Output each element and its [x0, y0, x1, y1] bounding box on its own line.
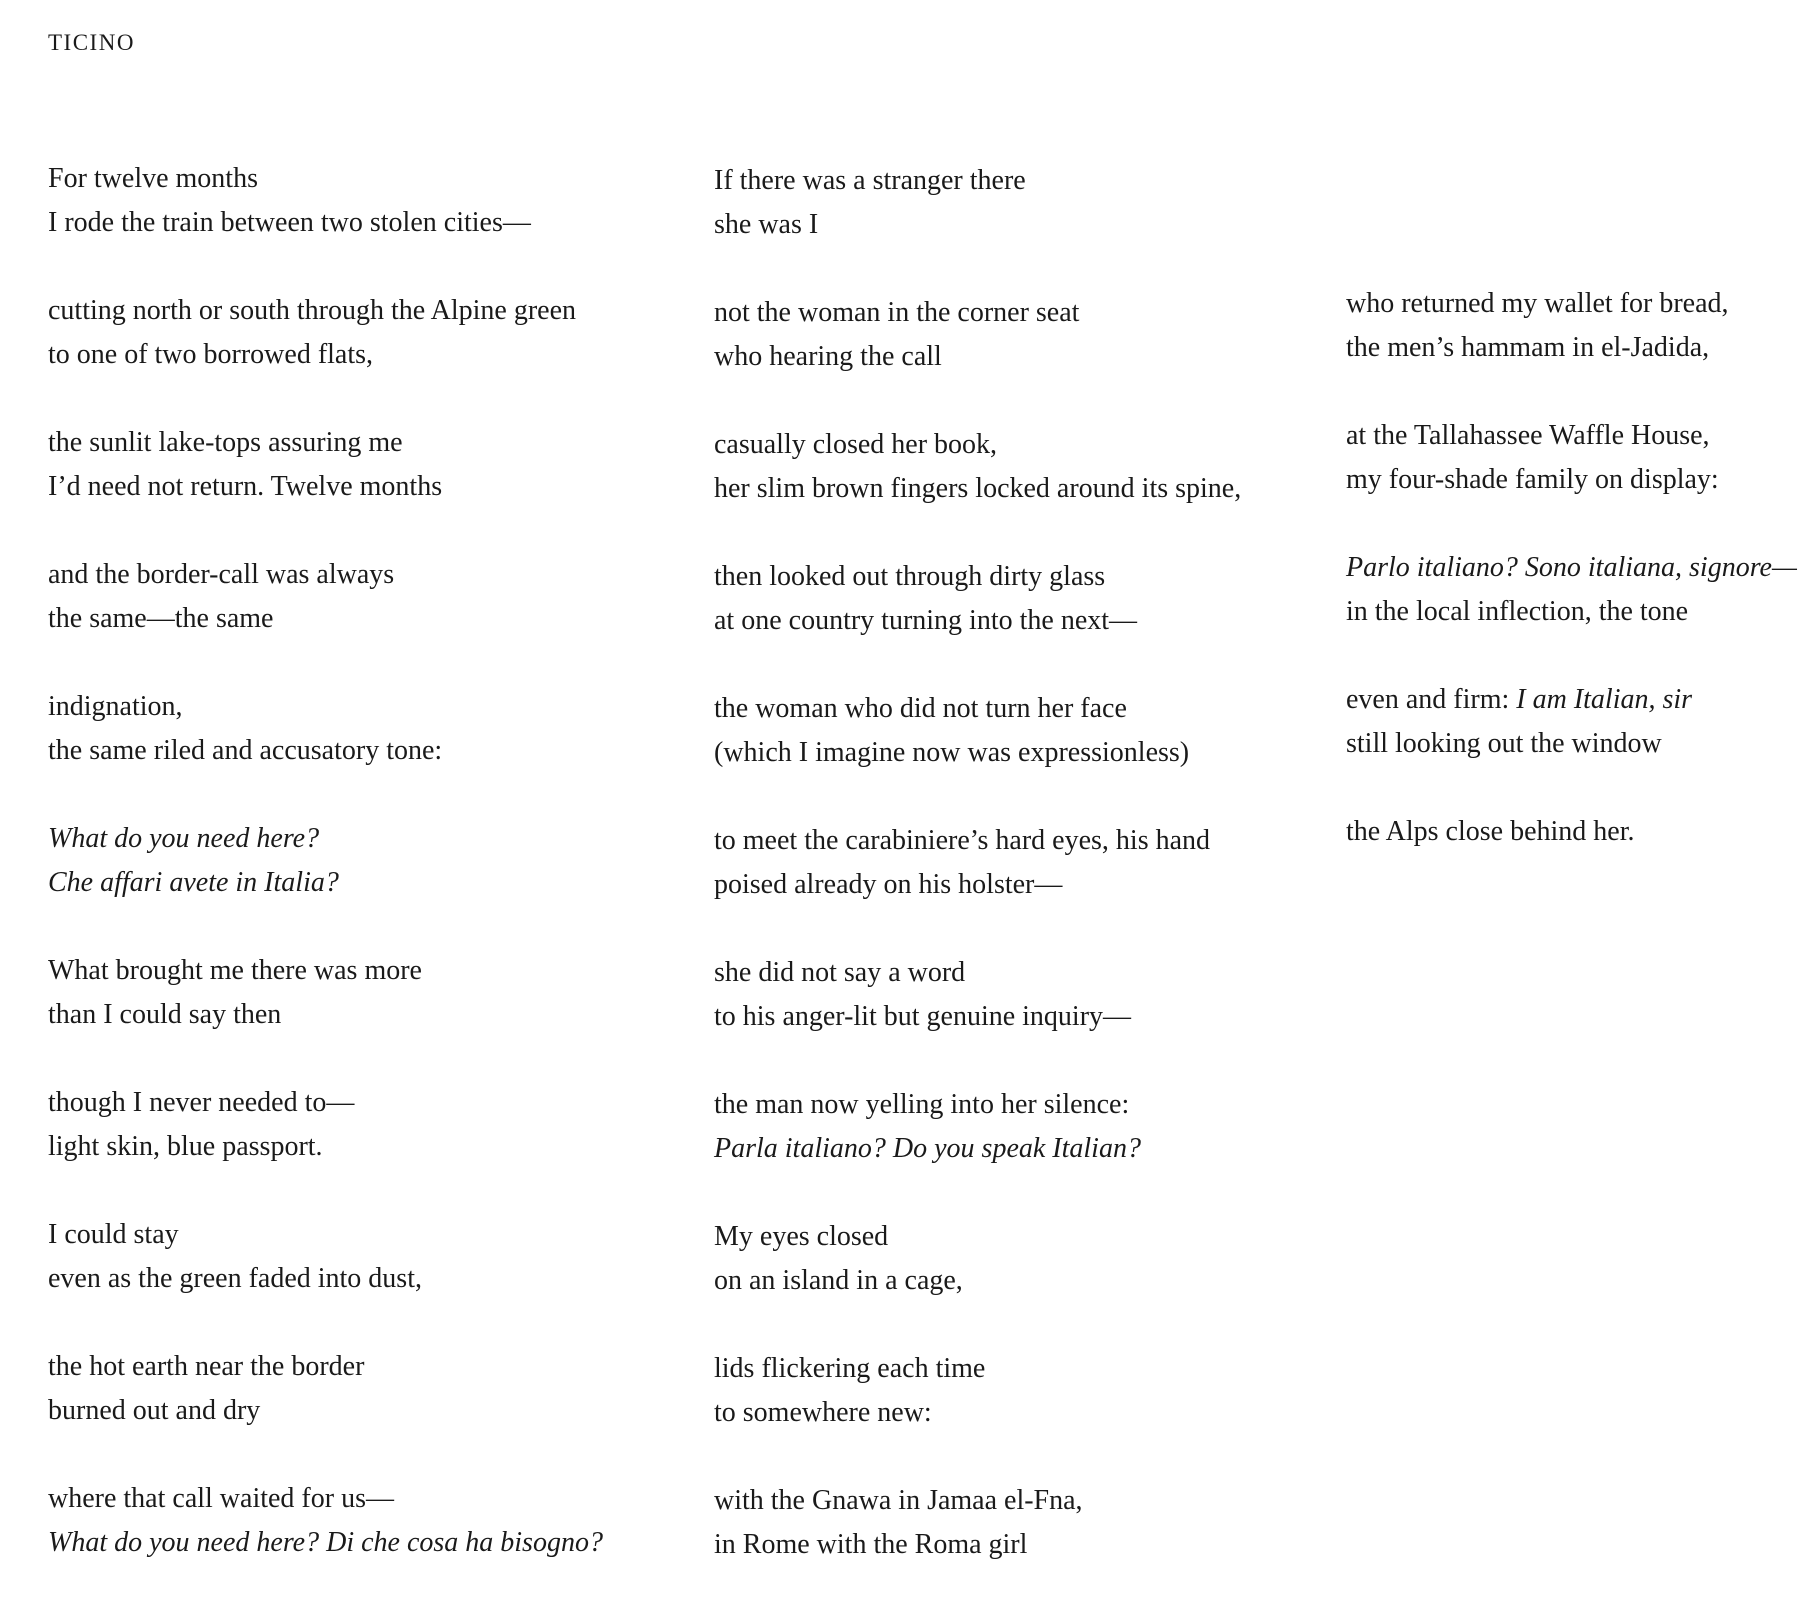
stanza	[48, 1345, 688, 1477]
poem-line: with the Gnawa in Jamaa el-Fna,	[714, 1485, 1083, 1516]
poem-line: then looked out through dirty glass	[714, 561, 1106, 592]
poem-line-italic: What do you need here?	[48, 823, 320, 854]
poem-line: cutting north or south through the Alpine green	[48, 295, 577, 326]
stanza	[714, 291, 1354, 423]
poem-line: she did not say a word	[714, 957, 966, 988]
poem-line: she was I	[714, 209, 819, 240]
poem-line: What brought me there was more	[48, 955, 422, 986]
stanza	[48, 157, 688, 289]
poem-line: the hot earth near the border	[48, 1351, 365, 1382]
stanza	[1346, 546, 1806, 678]
poem-line: burned out and dry	[48, 1395, 261, 1426]
stanza	[714, 819, 1354, 951]
stanza	[714, 423, 1354, 555]
stanza	[48, 949, 688, 1081]
line-part-roman: even and firm:	[1346, 684, 1517, 715]
stanza	[714, 1215, 1354, 1347]
stanza	[1346, 678, 1806, 810]
poem-line-italic: Parla italiano? Do you speak Italian?	[714, 1133, 1141, 1164]
poem-line: I rode the train between two stolen cities—	[48, 207, 531, 238]
poem-line: (which I imagine now was expressionless)	[714, 737, 1190, 768]
poem-line: My eyes closed	[714, 1221, 889, 1252]
poem-line: I’d need not return. Twelve months	[48, 471, 443, 502]
poem-line: the same—the same	[48, 603, 274, 634]
stanza	[1346, 282, 1806, 414]
poem-line: at the Tallahassee Waffle House,	[1346, 420, 1710, 451]
poem-line: light skin, blue passport.	[48, 1131, 323, 1162]
poem-column-2	[714, 159, 1354, 1611]
poem-line: still looking out the window	[1346, 728, 1662, 759]
poem-line: For twelve months	[48, 163, 258, 194]
poem-line: than I could say then	[48, 999, 282, 1030]
poem-line: and the border-call was always	[48, 559, 395, 590]
poem-line: poised already on his holster—	[714, 869, 1063, 900]
poem-line: the men’s hammam in el-Jadida,	[1346, 332, 1710, 363]
poem-line: casually closed her book,	[714, 429, 998, 460]
poem-line: in the local inflection, the tone	[1346, 596, 1689, 627]
poem-line: to meet the carabiniere’s hard eyes, his hand	[714, 825, 1211, 856]
stanza	[714, 1083, 1354, 1215]
stanza	[48, 817, 688, 949]
poem-column-3	[1346, 282, 1806, 942]
stanza	[714, 159, 1354, 291]
poem-line: I could stay	[48, 1219, 179, 1250]
poem-line: though I never needed to—	[48, 1087, 355, 1118]
poem-line: indignation,	[48, 691, 183, 722]
stanza	[48, 1477, 688, 1609]
line-part-italic: I am Italian, sir	[1516, 684, 1693, 715]
stanza	[1346, 810, 1806, 942]
poem-line: where that call waited for us—	[48, 1483, 394, 1514]
poem-line: to somewhere new:	[714, 1397, 932, 1428]
poem-column-1	[48, 157, 688, 1609]
stanza	[1346, 414, 1806, 546]
poem-line: even as the green faded into dust,	[48, 1263, 422, 1294]
stanza	[48, 1213, 688, 1345]
stanza	[714, 555, 1354, 687]
poem-line: to his anger-lit but genuine inquiry—	[714, 1001, 1132, 1032]
poem-line-italic: Che affari avete in Italia?	[48, 867, 339, 898]
poem-line-italic: Parlo italiano? Sono italiana, signore—	[1346, 552, 1797, 583]
poem-title: TICINO	[48, 30, 135, 55]
stanza	[48, 421, 688, 553]
poem-line: the man now yelling into her silence:	[714, 1089, 1130, 1120]
stanza	[714, 1347, 1354, 1479]
poem-line: on an island in a cage,	[714, 1265, 963, 1296]
poem-line: who returned my wallet for bread,	[1346, 288, 1729, 319]
stanza	[714, 951, 1354, 1083]
poem-line-italic: What do you need here? Di che cosa ha bisogno?	[48, 1527, 603, 1558]
poem-line: my four-shade family on display:	[1346, 464, 1719, 495]
poem-line: lids flickering each time	[714, 1353, 986, 1384]
stanza	[48, 1081, 688, 1213]
poem-line: to one of two borrowed flats,	[48, 339, 374, 370]
poem-line-mixed	[1346, 678, 1806, 722]
stanza	[48, 289, 688, 421]
poem-line: the same riled and accusatory tone:	[48, 735, 443, 766]
poem-line: not the woman in the corner seat	[714, 297, 1080, 328]
poem-line: who hearing the call	[714, 341, 942, 372]
stanza	[48, 685, 688, 817]
poem-line: at one country turning into the next—	[714, 605, 1138, 636]
stanza	[714, 687, 1354, 819]
stanza	[714, 1479, 1354, 1611]
poem-line: the sunlit lake-tops assuring me	[48, 427, 403, 458]
poem-line: in Rome with the Roma girl	[714, 1529, 1028, 1560]
stanza	[48, 553, 688, 685]
poem-line: If there was a stranger there	[714, 165, 1026, 196]
poem-line: her slim brown fingers locked around its spine,	[714, 473, 1242, 504]
poem-line: the Alps close behind her.	[1346, 816, 1635, 847]
poem-line: the woman who did not turn her face	[714, 693, 1127, 724]
